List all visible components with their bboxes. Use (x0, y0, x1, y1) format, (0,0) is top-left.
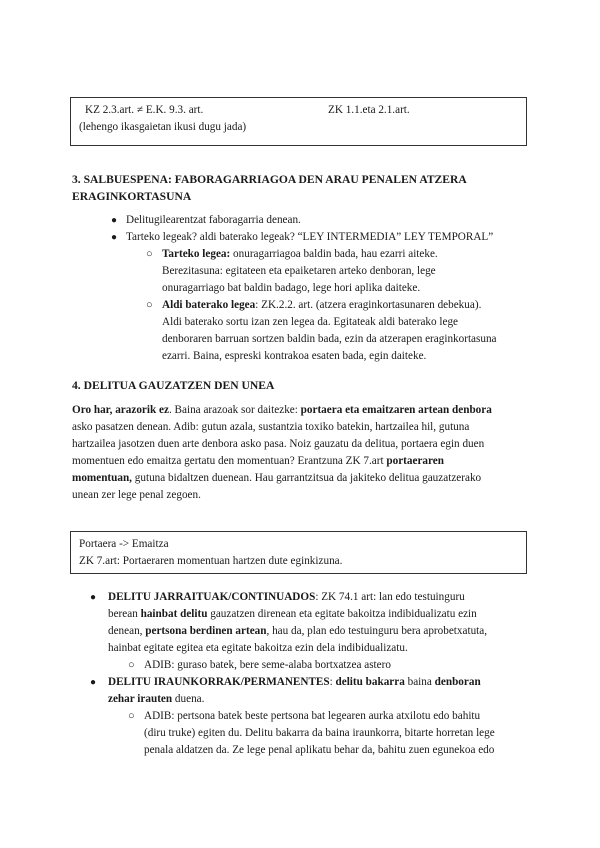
circle-bullet-icon: ○ (146, 248, 153, 260)
circle-bullet-icon: ○ (146, 299, 153, 311)
bold-text: hainbat delitu (140, 608, 208, 620)
text: unean zer lege penal zegoen. (72, 489, 201, 501)
sub-list-item (0, 297, 522, 365)
bold-text: Oro har, arazorik ez (72, 404, 169, 416)
text: hainbat egitate egitea eta egitate bakoitza ezin dela indibidualizatu. (108, 642, 408, 654)
bold-text: zehar irauten (108, 693, 173, 705)
circle-bullet-icon: ○ (128, 659, 135, 671)
bold-text: DELITU IRAUNKORRAK/PERMANENTES (108, 676, 330, 688)
bold-text: portaera eta emaitzaren artean denbora (300, 404, 492, 416)
list-item (0, 589, 522, 657)
text: asko pasatzen denean. Adib: gutun azala, sustantzia toxiko batekin, hartzailea hil, gutuna (72, 421, 470, 433)
sub-item-text: Aldi baterako sortu izan zen legea da. Egitateak aldi baterako lege (162, 316, 459, 328)
text: : (329, 676, 336, 688)
bold-text: denboran (434, 676, 481, 688)
text: gauzatzen direnean eta egitate bakoitza indibidualizatu ezin (207, 608, 477, 620)
sub-list-item (0, 657, 522, 674)
sub-item-text: denboraren barruan sortzen baldin bada, ezin da atzerapen eraginkortasuna (162, 333, 497, 345)
bullet-icon: ● (111, 232, 118, 243)
section-3-title-line2: ERAGINKORTASUNA (72, 190, 192, 203)
term-tarteko-legea: Tarteko legea: (162, 248, 231, 260)
text: gutuna bidaltzen duenean. Hau garrantzitsua da jakiteko delitua gauzatzerako (131, 472, 482, 484)
section-3-title-line1: 3. SALBUESPENA: FABORAGARRIAGOA DEN ARAU PENALEN ATZERA (72, 173, 467, 186)
bullet-icon: ● (111, 215, 118, 226)
text: ADIB: pertsona batek beste pertsona bat legearen aurka atxilotu edo bahitu (144, 710, 481, 722)
sub-list-item (0, 708, 522, 759)
delitu-types-list (0, 589, 600, 759)
sub-item-text: : ZK.2.2. art. (atzera eraginkortasunaren debekua). (255, 299, 482, 311)
circle-bullet-icon: ○ (128, 710, 135, 722)
bold-text: momentuan, (72, 472, 132, 484)
text: denean, (108, 625, 146, 637)
text: baina (404, 676, 435, 688)
section-3-title (72, 171, 512, 205)
text: (diru truke) egiten du. Delitu bakarra da baina iraunkorra, bitarte horretan lege (144, 727, 495, 739)
text: , hau da, plan edo testuinguru bera aprobetxatuta, (266, 625, 488, 637)
text: ADIB: guraso batek, bere seme-alaba bortxatzea astero (144, 659, 391, 671)
section-3-list (0, 212, 600, 365)
reference-box (70, 97, 527, 146)
box-left-ref: KZ 2.3.art. ≠ E.K. 9.3. art. (85, 104, 204, 116)
bold-text: delitu bakarra (335, 676, 405, 688)
sub-item-text: onuragarriagoa baldin bada, hau ezarri aiteke. (230, 248, 438, 260)
bold-text: portaeraren (386, 455, 444, 467)
list-item (0, 674, 522, 708)
bold-text: DELITU JARRAITUAK/CONTINUADOS (108, 591, 316, 603)
text: : ZK 74.1 art: lan edo testuinguru (315, 591, 465, 603)
bullet-icon: ● (90, 677, 97, 688)
section-4-title: 4. DELITUA GAUZATZEN DEN UNEA (72, 379, 275, 392)
box-note: (lehengo ikasgaietan ikusi dugu jada) (79, 121, 247, 133)
text: duena. (172, 693, 205, 705)
list-item-text: Delitugilearentzat faboragarria denean. (126, 214, 301, 226)
bold-text: pertsona berdinen artean (145, 625, 267, 637)
box-right-ref: ZK 1.1.eta 2.1.art. (328, 104, 410, 116)
sub-list-item (0, 246, 522, 297)
list-item-text: Tarteko legeak? aldi baterako legeak? “LEY INTERMEDIA” LEY TEMPORAL” (126, 231, 494, 243)
text: penala aldatzen da. Ze lege penal aplikatu behar da, bahitu zuen egunekoa edo (144, 744, 495, 756)
box-line: ZK 7.art: Portaeraren momentuan hartzen dute eginkizuna. (79, 555, 343, 567)
sub-item-text: ezarri. Baina, espreski kontrakoa esaten bada, egin daiteke. (162, 350, 427, 362)
text: momentuen edo emaitza gertatu den momentuan? Erantzuna ZK 7.art (72, 455, 387, 467)
bullet-icon: ● (90, 592, 97, 603)
box-line: Portaera -> Emaitza (79, 538, 169, 550)
text: hartzailea jasotzen duen arte denbora asko pasa. Noiz gauzatu da delitua, portaera egin duen (72, 438, 485, 450)
list-item (0, 229, 531, 246)
sub-item-text: onuragarriago bat baldin badago, lege hori aplika daiteke. (162, 282, 421, 294)
reference-box-2 (70, 531, 527, 574)
text: berean (108, 608, 141, 620)
section-4-paragraph (72, 402, 530, 504)
text: . Baina arazoak sor daitezke: (168, 404, 301, 416)
term-aldi-baterako-legea: Aldi baterako legea (162, 299, 256, 311)
sub-item-text: Berezitasuna: egitateen eta epaiketaren arteko denboran, lege (162, 265, 436, 277)
list-item (0, 212, 531, 229)
